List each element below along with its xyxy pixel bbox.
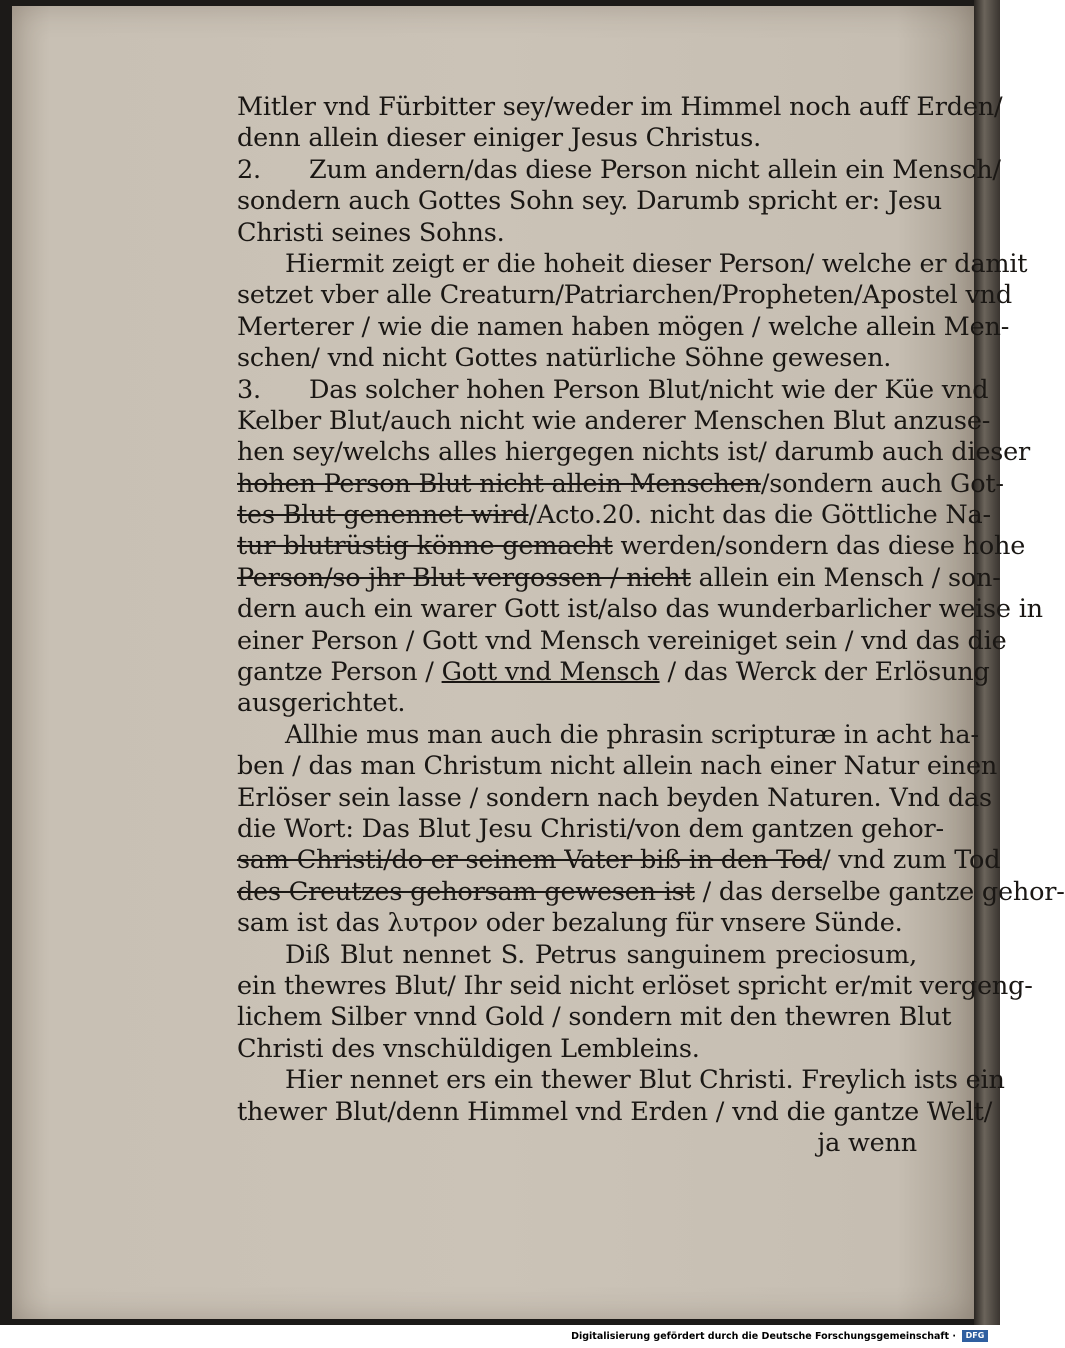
paragraph-number: 2. (237, 154, 261, 185)
text-line (237, 280, 1013, 311)
line-text: denn allein dieser einiger Jesus Christus. (237, 123, 762, 154)
text-line (237, 940, 917, 971)
text-line (237, 468, 1004, 500)
text-line (237, 437, 1031, 468)
text-line (237, 719, 979, 751)
line-text: einer Person / Gott vnd Mensch vereiniget sein / vnd das die (237, 625, 1007, 656)
line-text: Christi seines Sohns. (237, 217, 505, 248)
line-text: allein ein Mensch / son- (690, 562, 1001, 593)
line-text: ein thewres Blut/ Ihr seid nicht erlöset spricht er/mit vergeng- (237, 970, 1033, 1001)
marked-text: sam Christi/do er seinem Vater biß in den Tod (237, 845, 823, 876)
text-line (237, 688, 917, 719)
marked-text: tur blutrüstig könne gemacht (237, 531, 613, 562)
footer-bar (0, 1325, 1000, 1348)
line-text: sondern auch Gottes Sohn sey. Darumb spricht er: Jesu (237, 186, 942, 217)
line-text: Diß Blut nennet S. Petrus sanguinem preciosum, (285, 939, 917, 970)
text-line (237, 1065, 1005, 1096)
text-line (237, 657, 990, 688)
line-text: dern auch ein warer Gott ist/also das wunderbarlicher weise in (237, 594, 1043, 625)
text-line (237, 751, 998, 782)
line-text: /sondern auch Got- (760, 468, 1004, 499)
line-text: Allhie mus man auch die phrasin scripturæ in acht ha- (285, 719, 979, 750)
line-text: setzet vber alle Creaturn/Patriarchen/Propheten/Apostel vnd (237, 280, 1013, 311)
underlined-text: Gott vnd Mensch (441, 657, 660, 688)
text-line (237, 1002, 952, 1033)
line-text: Kelber Blut/auch nicht wie anderer Menschen Blut anzuse- (237, 405, 991, 436)
line-text: / das derselbe gantze gehor- (694, 876, 1065, 907)
line-text: gantze Person / (237, 657, 442, 688)
text-line (237, 218, 917, 249)
text-line (237, 186, 942, 217)
text-line (237, 845, 1001, 876)
line-text: Hiermit zeigt er die hoheit dieser Person/ welche er damit (285, 248, 1028, 279)
text-line (237, 500, 991, 531)
line-text: / das Werck der Erlösung (659, 657, 990, 688)
line-text: Hier nennet ers ein thewer Blut Christi. Freylich ists ein (285, 1065, 1005, 1096)
text-line (237, 562, 1001, 594)
text-line (237, 311, 1010, 343)
text-line (237, 908, 917, 939)
marked-text: des Creutzes gehorsam gewesen ist (237, 876, 695, 907)
text-line (237, 782, 992, 814)
line-text: sam ist das λυτρον oder bezalung für vnsere Sünde. (237, 908, 903, 939)
line-text: Christi des vnschüldigen Lembleins. (237, 1033, 700, 1064)
line-text: lichem Silber vnnd Gold / sondern mit den thewren Blut (237, 1002, 952, 1033)
marked-text: hohen Person Blut nicht allein Menschen (237, 468, 761, 499)
text-line (237, 154, 1001, 186)
text-line (237, 405, 991, 437)
text-line (237, 123, 917, 154)
line-text: schen/ vnd nicht Gottes natürliche Söhne gewesen. (237, 343, 892, 374)
line-text: /Acto.20. nicht das die Göttliche Na- (528, 500, 991, 531)
text-line (237, 343, 917, 374)
page-text (237, 92, 1065, 1159)
paragraph-number: 3. (237, 374, 261, 405)
text-line (237, 625, 1007, 657)
marked-text: tes Blut genennet wird (237, 500, 529, 531)
text-line (237, 876, 1065, 908)
line-text: Mitler vnd Fürbitter sey/weder im Himmel noch auff Erden/ (237, 92, 1003, 122)
text-line (237, 1034, 917, 1065)
line-text: Merterer / wie die namen haben mögen / welche allein Men- (237, 311, 1010, 342)
dfg-logo-icon: DFG (962, 1330, 988, 1342)
text-line (237, 531, 1026, 562)
line-text: Zum andern/das diese Person nicht allein ein Mensch/ (309, 154, 1001, 185)
funding-note: Digitalisierung gefördert durch die Deutsche Forschungsgemeinschaft · (571, 1331, 956, 1342)
text-line (237, 374, 989, 406)
line-text: die Wort: Das Blut Jesu Christi/von dem gantzen gehor- (237, 813, 944, 844)
line-text: thewer Blut/denn Himmel vnd Erden / vnd die gantze Welt/ (237, 1096, 993, 1127)
text-line (237, 1096, 993, 1128)
text-line (237, 970, 1033, 1002)
text-line (237, 248, 1028, 280)
text-line (237, 813, 944, 845)
text-line (237, 594, 1043, 625)
line-text: werden/sondern das diese hohe (612, 531, 1026, 562)
line-text: Erlöser sein lasse / sondern nach beyden Naturen. Vnd das (237, 782, 992, 813)
line-text: ben / das man Christum nicht allein nach einer Natur einen (237, 751, 998, 782)
line-text: hen sey/welchs alles hiergegen nichts ist/ darumb auch dieser (237, 437, 1031, 468)
line-text: Das solcher hohen Person Blut/nicht wie der Küe vnd (309, 374, 989, 405)
line-text: / vnd zum Tod (822, 845, 1001, 876)
line-text: ausgerichtet. (237, 688, 406, 719)
text-line (237, 92, 1003, 123)
catchword: ja wenn (817, 1127, 917, 1158)
marked-text: Person/so jhr Blut vergossen / nicht (237, 562, 691, 593)
